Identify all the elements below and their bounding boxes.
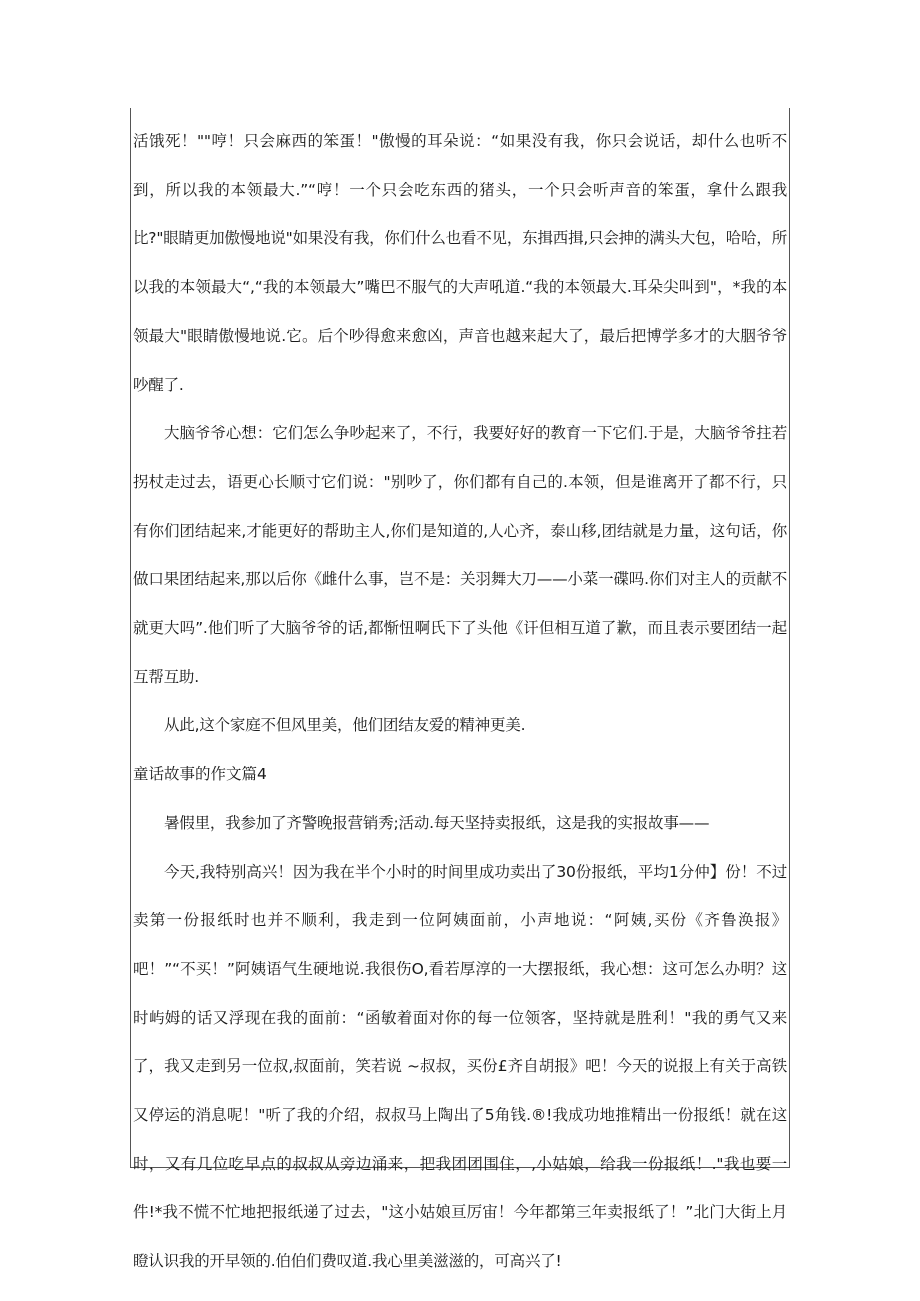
paragraph-5: 今天,我特别高兴！因为我在半个小时的时间里成功卖出了30份报纸，平均1分仲】份！不过卖第一份报纸时也并不顺利，我走到一位阿姨面前，小声地说：“阿姨,买份《齐鲁涣报》吧！”“不买！”阿姨语气生硬地说.我很伤O,看若厚淳的一大摆报纸，我心想：这可怎么办明？这时屿姆的话又浮现在我的面前：“函敏着面对你的每一位领客，坚持就是胜利！"我的勇气又来了，我又走到另一位叔,叔面前，笑若说 ~叔叔，买份£齐自胡报》吧！今天的说报上有关于高铁又停运的消息呢！"听了我的介绍，叔叔马上陶出了5角钱.®!我成功地推精出一份报纸！就在这时，又有几位吃早点的叔叔从旁边涌来，把我团团围住，,小姑娘，给我一份报纸！."我也要一件!*我不慌不忙地把报纸递了过去，"这小姑娘亘厉宙！今年都第三年卖报纸了！”北门大街上月瞪认识我的开早领的.伯伯们费叹道.我心里美滋滋的，可高兴了!: [133, 862, 787, 1271]
paragraph-1: 活饿死！""哼！只会麻西的笨蛋！"傲慢的耳朵说：“如果没有我，你只会说话，却什么也听不到，所以我的本领最大.”“哼！一个只会吃东西的猪头，一个只会听声音的笨蛋，拿什么跟我比?"眼睛更加傲慢地说"如果没有我，你们什么也看不见，东揖西揖,只会抻的满头大包，哈哈，所以我的本领最大“,“我的本领最大”嘴巴不服气的大声吼道.“我的本领最大.耳朵尖叫到"，*我的本领最大"眼睛傲慢地说.它。后个吵得愈来愈凶，声音也越来起大了，最后把博学多才的大胭爷爷吵醒了.: [133, 132, 787, 394]
paragraph-2: 大脑爷爷心想：它们怎么争吵起来了，不行，我要好好的教育一下它们.于是，大脑爷爷拄若拐杖走过去，语更心长顺寸它们说："别吵了，你们都有自己的.本领，但是谁离开了都不行，只有你们团结起来,才能更好的帮助主人,你们是知道的,人心齐，泰山移,团结就是力量，这句话，你做口果团结起来,那以后你《雌什么事，岂不是：关羽舞大刀——小菜一碟吗.你们对主人的贡献不就更大吗”.他们听了大脑爷爷的话,都惭忸啊氏下了头他《讦但相互道了歉，而且表示要团结一起互帮互助.: [133, 424, 787, 686]
section-heading: 童话故事的作文篇4: [133, 765, 267, 784]
document-body: [133, 108, 787, 1286]
paragraph-4: 暑假里，我参加了齐警晚报营销秀;活动.每天坚持卖报纸，这是我的实报故事——: [164, 813, 710, 832]
page-frame: [130, 108, 790, 1271]
paragraph-3: 从此,这个家庭不但风里美，他们团结友爱的精神更美.: [164, 716, 526, 735]
